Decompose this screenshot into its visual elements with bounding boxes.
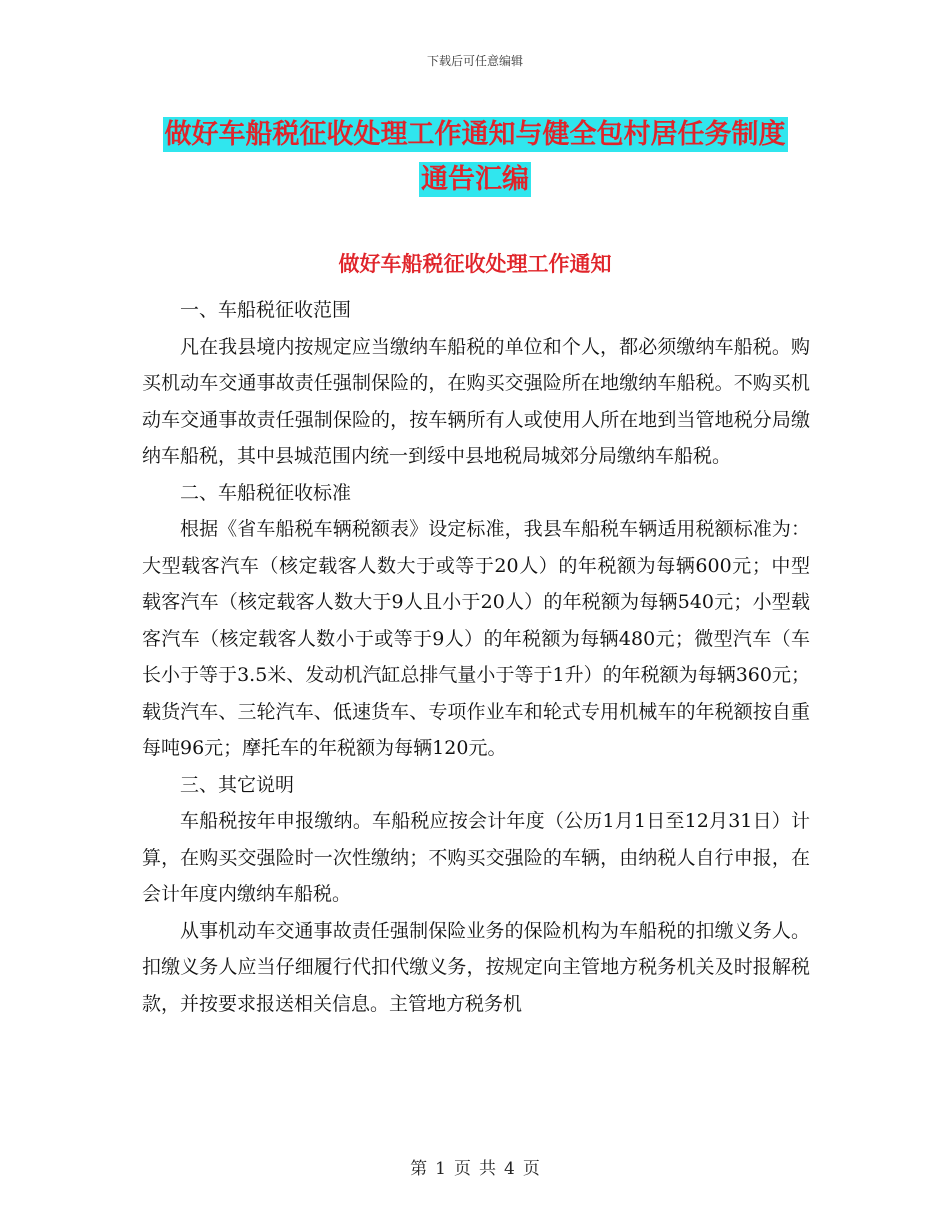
document-title-text-1: 做好车船税征收处理工作通知与健全包村居任务制度: [164, 119, 786, 150]
document-title-text-2: 通告汇编: [421, 164, 529, 195]
footer-total-pages: 4: [504, 1159, 515, 1179]
paragraph-withholding: 从事机动车交通事故责任强制保险业务的保险机构为车船税的扣缴义务人。扣缴义务人应当仔细履行代扣代缴义务，按规定向主管地方税务机关及时报解税款，并按要求报送相关信息。主管地方税务机: [142, 919, 810, 1015]
heading-standard: 二、车船税征收标准: [180, 481, 352, 504]
header-note: 下载后可任意编辑: [426, 54, 523, 68]
footer-total-unit: 页: [522, 1159, 540, 1179]
heading-scope: 一、车船税征收范围: [180, 299, 352, 321]
document-title-line-1: [0, 112, 950, 151]
heading-other: 三、其它说明: [180, 773, 295, 796]
footer-total-label: 共: [479, 1159, 496, 1179]
paragraph-scope: 凡在我县境内按规定应当缴纳车船税的单位和个人，都必须缴纳车船税。购买机动车交通事故责任强制保险的，在购买交强险所在地缴纳车船税。不购买机动车交通事故责任强制保险的，按车辆所有人或使用人所在地到当管地税分局缴纳车船税，其中县城范围内统一到绥中县地税局城郊分局缴纳车船税。: [142, 335, 810, 467]
footer-page-number: 1: [435, 1159, 446, 1179]
document-title-line-2: [0, 157, 950, 196]
document-body: [142, 292, 810, 1022]
paragraph-standard: 根据《省车船税车辆税额表》设定标准，我县车船税车辆适用税额标准为：大型载客汽车（核定载客人数大于或等于20人）的年税额为每辆600元；中型载客汽车（核定载客人数大于9人且小于20人）的年税额为每辆540元；小型载客汽车（核定载客人数小于或等于9人）的年税额为每辆480元；微型汽车（车长小于等于3.5米、发动机汽缸总排气量小于等于1升）的年税额为每辆360元；载货汽车、三轮汽车、低速货车、专项作业车和轮式专用机械车的年税额按自重每吨96元；摩托车的年税额为每辆120元。: [142, 518, 810, 759]
paragraph-annual-payment: 车船税按年申报缴纳。车船税应按会计年度（公历1月1日至12月31日）计算，在购买交强险时一次性缴纳；不购买交强险的车辆，由纳税人自行申报，在会计年度内缴纳车船税。: [142, 810, 810, 905]
page-footer: [0, 1154, 950, 1179]
footer-page-label: 第: [410, 1159, 428, 1179]
section-title: 做好车船税征收处理工作通知: [338, 252, 612, 276]
footer-page-unit: 页: [454, 1159, 471, 1179]
